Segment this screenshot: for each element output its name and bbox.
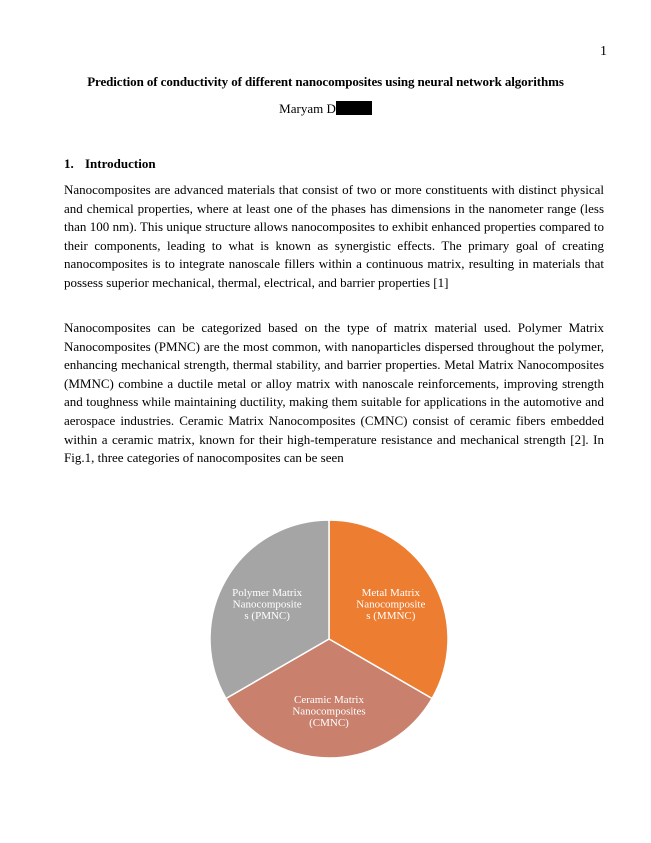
author-name: Maryam D <box>279 101 336 116</box>
paragraph-2: Nanocomposites can be categorized based on the type of matrix material used. Polymer Matrix Nanocomposites (PMNC) are the most common, with nanoparticles dispersed throughout the polymer, enhancing mechanical strength, thermal stability, and barrier properties. Metal Matrix Nanocomposites (MMNC) combine a ductile metal or alloy matrix with nanoscale reinforcements, improving strength and toughness while maintaining ductility, making them suitable for applications in the automotive and aerospace industries. Ceramic Matrix Nanocomposites (CMNC) consist of ceramic fibers embedded within a ceramic matrix, known for their high-temperature resistance and mechanical strength [2]. In Fig.1, three categories of nanocomposites can be seen <box>64 320 604 466</box>
paper-title: Prediction of conductivity of different nanocomposites using neural network algorithms <box>87 74 564 89</box>
section-title: Introduction <box>85 156 156 171</box>
page-number: 1 <box>600 44 607 59</box>
section-number: 1. <box>64 156 74 171</box>
redaction-box <box>336 101 372 115</box>
section-heading <box>64 156 156 172</box>
pie-slice-label: Ceramic Matrix Nanocomposites (CMNC) <box>292 693 366 729</box>
pie-slice-label: Metal Matrix Nanocomposite s (MMNC) <box>356 586 426 622</box>
paragraph-1: Nanocomposites are advanced materials that consist of two or more constituents with distinct physical and chemical properties, where at least one of the phases has dimensions in the nanometer range (less than 100 nm). This unique structure allows nanocomposites to exhibit enhanced properties compared to their components, leading to what is known as synergistic effects. The primary goal of creating nanocomposites is to integrate nanoscale fillers within a continuous matrix, resulting in materials that possess superior mechanical, thermal, electrical, and barrier properties [1] <box>64 182 604 290</box>
pie-chart <box>205 515 453 763</box>
pie-slice-label: Polymer Matrix Nanocomposite s (PMNC) <box>232 586 303 622</box>
author-line <box>0 101 651 117</box>
